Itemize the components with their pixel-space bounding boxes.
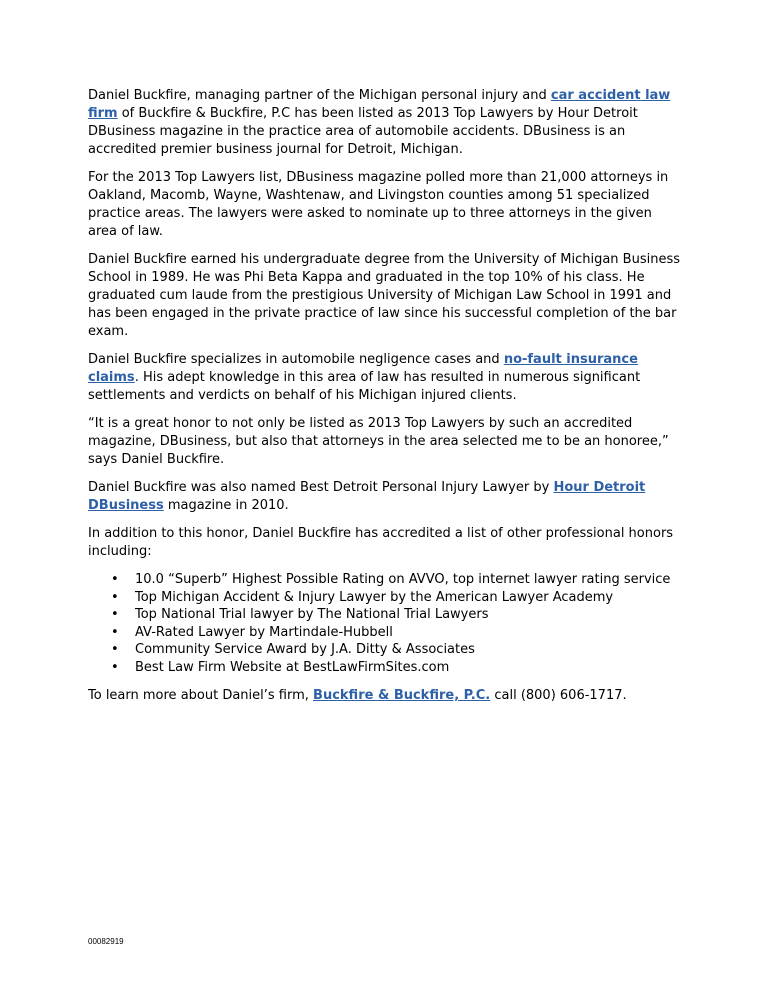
no-fault-insurance-claims-link[interactable]: no-fault insurance claims (88, 352, 638, 385)
document-id-footer: 00082919 (88, 937, 124, 946)
list-item (88, 571, 680, 589)
bullet-icon: • (111, 659, 119, 675)
list-item (88, 589, 680, 607)
buckfire-firm-link[interactable]: Buckfire & Buckfire, P.C. (313, 687, 491, 703)
list-item-text: Top Michigan Accident & Injury Lawyer by the American Lawyer Academy (135, 589, 614, 605)
car-accident-law-firm-link[interactable]: car accident law firm (88, 88, 671, 121)
list-item-text: AV-Rated Lawyer by Martindale-Hubbell (135, 624, 393, 640)
document-body (88, 87, 680, 715)
list-item (88, 624, 680, 642)
bullet-icon: • (111, 607, 119, 623)
contact-paragraph (88, 687, 680, 705)
bullet-icon: • (111, 589, 119, 605)
quote-paragraph: “It is a great honor to not only be listed as 2013 Top Lawyers by such an accredited magazine, DBusiness, but also that attorneys in the area selected me to be an honoree,” says Daniel Buckfire. (88, 416, 669, 467)
award-text-end: magazine in 2010. (163, 498, 289, 513)
contact-text-start: To learn more about Daniel’s firm, (88, 687, 314, 703)
award-text-start: Daniel Buckfire was also named Best Detroit Personal Injury Lawyer by (88, 480, 554, 495)
award-2010-paragraph (88, 479, 680, 515)
list-item-text: Best Law Firm Website at BestLawFirmSites.com (135, 659, 450, 675)
bullet-icon: • (111, 624, 119, 640)
intro-paragraph (88, 87, 680, 159)
bullet-icon: • (111, 642, 119, 658)
list-item (88, 606, 680, 624)
honors-list (88, 571, 680, 677)
list-item-text: 10.0 “Superb” Highest Possible Rating on AVVO, top internet lawyer rating service (135, 572, 671, 587)
bullet-icon: • (111, 572, 119, 587)
list-item (88, 659, 680, 677)
education-paragraph: Daniel Buckfire earned his undergraduate degree from the University of Michigan Business School in 1989. He was Phi Beta Kappa and graduated in the top 10% of his class. He graduated cum laude from the prestigious University of Michigan Law School in 1991 and has been engaged in the private practice of law since his successful completion of the bar exam. (88, 252, 680, 339)
specialty-paragraph (88, 351, 680, 405)
contact-text-end: call (800) 606-1717. (490, 687, 627, 703)
poll-paragraph: For the 2013 Top Lawyers list, DBusiness magazine polled more than 21,000 attorneys in Oakland, Macomb, Wayne, Washtenaw, and Livingston counties among 51 specialized practice areas. The lawyers were asked to nominate up to three attorneys in the given area of law. (88, 170, 669, 239)
intro-text-start: Daniel Buckfire, managing partner of the Michigan personal injury and (88, 88, 551, 103)
list-item-text: Community Service Award by J.A. Ditty & Associates (135, 642, 475, 658)
hour-detroit-dbusiness-link[interactable]: Hour Detroit DBusiness (88, 480, 646, 513)
intro-text-end: of Buckfire & Buckfire, P.C has been listed as 2013 Top Lawyers by Hour Detroit DBusiness magazine in the practice area of automobile accidents. DBusiness is an accredited premier business journal for Detroit, Michigan. (88, 106, 638, 157)
specialty-text-end: . His adept knowledge in this area of law has resulted in numerous significant settlements and verdicts on behalf of his Michigan injured clients. (88, 370, 641, 403)
honors-intro-paragraph: In addition to this honor, Daniel Buckfire has accredited a list of other professional honors including: (88, 526, 674, 559)
list-item-text: Top National Trial lawyer by The National Trial Lawyers (135, 607, 489, 623)
list-item (88, 641, 680, 659)
specialty-text-start: Daniel Buckfire specializes in automobile negligence cases and (88, 352, 504, 367)
